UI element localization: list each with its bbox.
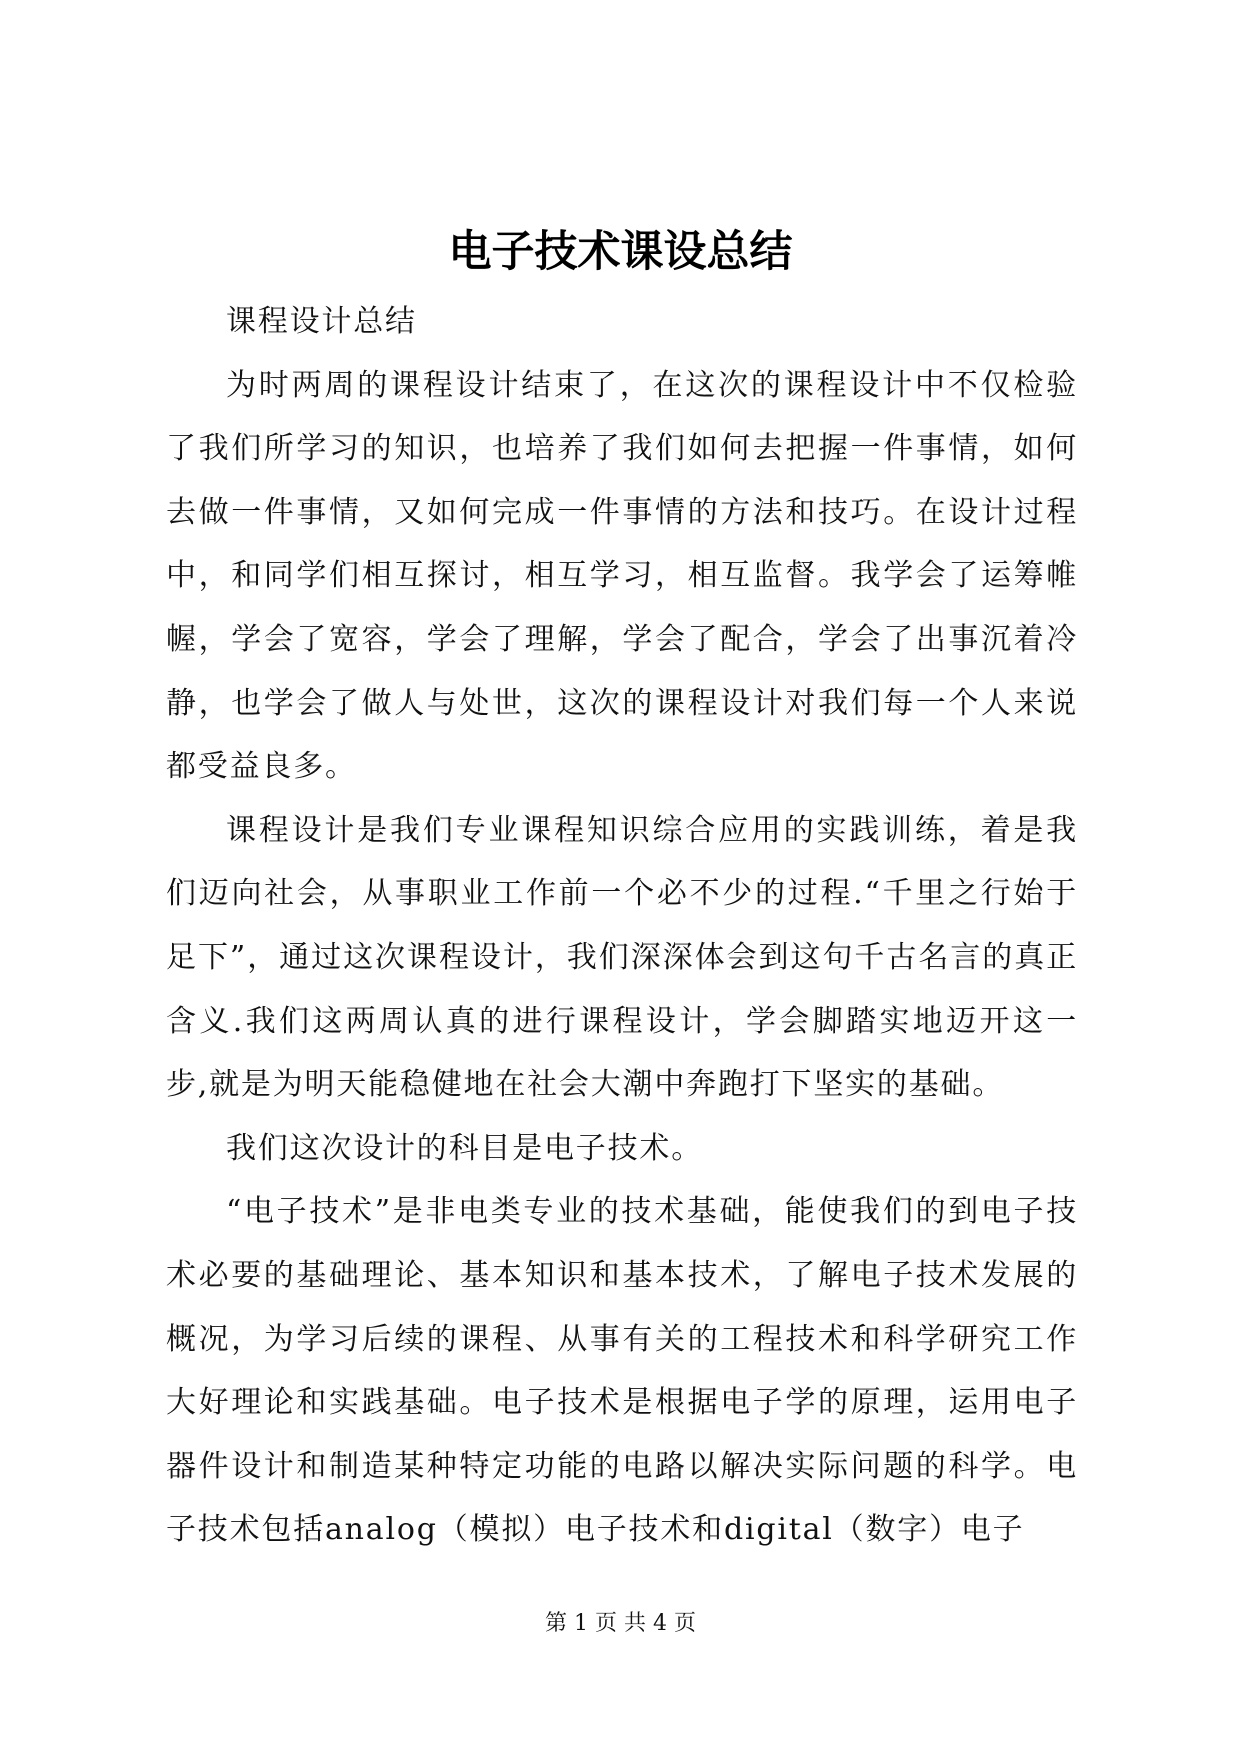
document-body xyxy=(166,290,1078,1562)
paragraph-4: “电子技术”是非电类专业的技术基础，能使我们的到电子技术必要的基础理论、基本知识和基本技术，了解电子技术发展的概况，为学习后续的课程、从事有关的工程技术和科学研究工作大好理论和实践基础。电子技术是根据电子学的原理，运用电子器件设计和制造某种特定功能的电路以解决实际问题的科学。电子技术包括analog（模拟）电子技术和digital（数字）电子 xyxy=(166,1194,1078,1548)
paragraph-3: 我们这次设计的科目是电子技术。 xyxy=(226,1130,703,1166)
page-number-footer: 第 1 页 共 4 页 xyxy=(545,1611,696,1636)
paragraph-1: 为时两周的课程设计结束了，在这次的课程设计中不仅检验了我们所学习的知识，也培养了我们如何去把握一件事情，如何去做一件事情，又如何完成一件事情的方法和技巧。在设计过程中，和同学们相互探讨，相互学习，相互监督。我学会了运筹帷幄，学会了宽容，学会了理解，学会了配合，学会了出事沉着冷静，也学会了做人与处世，这次的课程设计对我们每一个人来说都受益良多。 xyxy=(166,367,1078,785)
section-heading: 课程设计总结 xyxy=(226,304,417,339)
document-title: 电子技术课设总结 xyxy=(448,227,793,277)
paragraph-2: 课程设计是我们专业课程知识综合应用的实践训练，着是我们迈向社会，从事职业工作前一个必不少的过程.“千里之行始于足下”，通过这次课程设计，我们深深体会到这句千古名言的真正含义.我们这两周认真的进行课程设计，学会脚踏实地迈开这一步,就是为明天能稳健地在社会大潮中奔跑打下坚实的基础。 xyxy=(166,812,1078,1103)
